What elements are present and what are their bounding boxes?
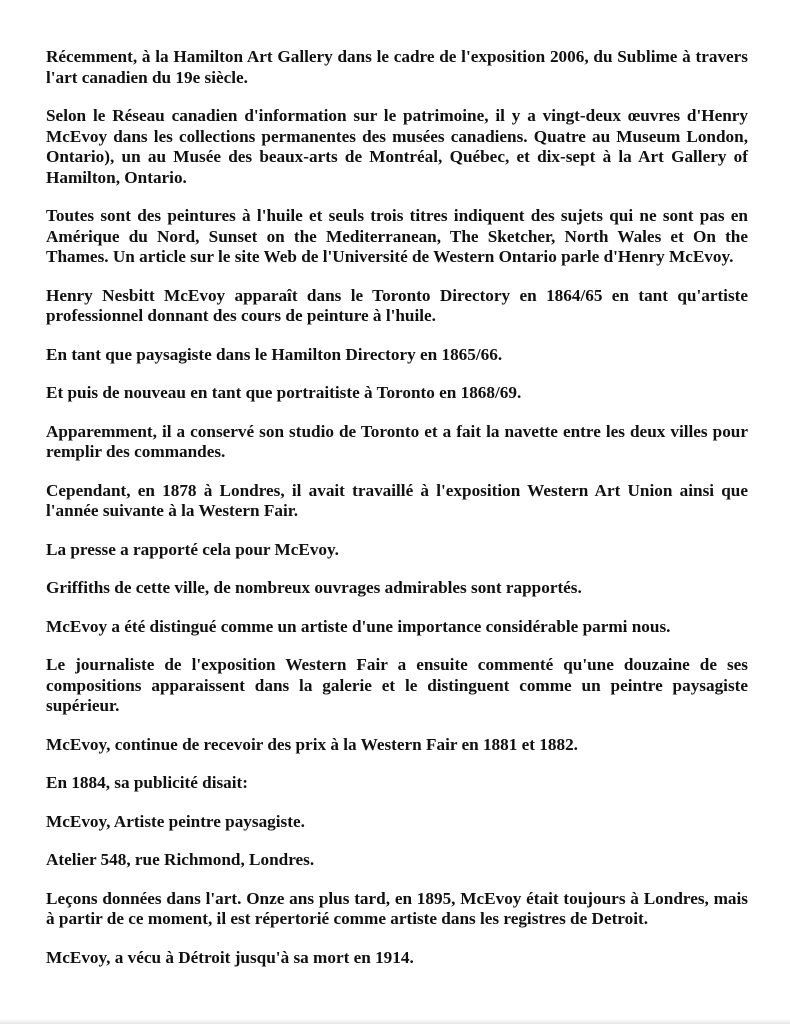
paragraph-6: Et puis de nouveau en tant que portraitiste à Toronto en 1868/69. <box>46 383 522 402</box>
paragraph-5: En tant que paysagiste dans le Hamilton Directory en 1865/66. <box>46 344 503 364</box>
paragraph-2: Selon le Réseau canadien d'information sur le patrimoine, il y a vingt-deux œuvres d'Henry McEvoy dans les collections permanentes des musées canadiens. Quatre au Museum London, Ontario), un au Musée des beaux-arts de Montréal, Québec, et dix-sept à la Art Gallery of Hamilton, Ontario. <box>46 106 748 187</box>
paragraph-16: Atelier 548, rue Richmond, Londres. <box>46 850 315 869</box>
paragraph-13: McEvoy, continue de recevoir des prix à la Western Fair en 1881 et 1882. <box>46 734 578 754</box>
paragraph-8: Cependant, en 1878 à Londres, il avait travaillé à l'exposition Western Art Union ainsi que l'année suivante à la Western Fair. <box>46 480 748 520</box>
paragraph-17: Leçons données dans l'art. Onze ans plus tard, en 1895, McEvoy était toujours à Londres, mais à partir de ce moment, il est répertorié comme artiste dans les registres de Detroit. <box>46 888 748 928</box>
paragraph-7: Apparemment, il a conservé son studio de Toronto et a fait la navette entre les deux villes pour remplir des commandes. <box>46 421 748 461</box>
paragraph-15: McEvoy, Artiste peintre paysagiste. <box>46 811 305 831</box>
paragraph-11: McEvoy a été distingué comme un artiste d'une importance considérable parmi nous. <box>46 616 671 636</box>
page-bottom-edge <box>0 1019 790 1024</box>
paragraph-1: Récemment, à la Hamilton Art Gallery dans le cadre de l'exposition 2006, du Sublime à travers l'art canadien du 19e siècle. <box>46 47 748 87</box>
document-body <box>46 47 748 986</box>
paragraph-10: Griffiths de cette ville, de nombreux ouvrages admirables sont rapportés. <box>46 578 582 597</box>
paragraph-4: Henry Nesbitt McEvoy apparaît dans le Toronto Directory en 1864/65 en tant qu'artiste professionnel donnant des cours de peinture à l'huile. <box>46 285 748 325</box>
paragraph-9: La presse a rapporté cela pour McEvoy. <box>46 539 339 559</box>
paragraph-12: Le journaliste de l'exposition Western Fair a ensuite commenté qu'une douzaine de ses compositions apparaissent dans la galerie et le distinguent comme un peintre paysagiste supérieur. <box>46 655 748 715</box>
paragraph-14: En 1884, sa publicité disait: <box>46 773 248 792</box>
paragraph-3: Toutes sont des peintures à l'huile et seuls trois titres indiquent des sujets qui ne sont pas en Amérique du Nord, Sunset on the Mediterranean, The Sketcher, North Wales et On the Thames. Un article sur le site Web de l'Université de Western Ontario parle d'Henry McEvoy. <box>46 206 748 266</box>
paragraph-18: McEvoy, a vécu à Détroit jusqu'à sa mort en 1914. <box>46 947 414 967</box>
